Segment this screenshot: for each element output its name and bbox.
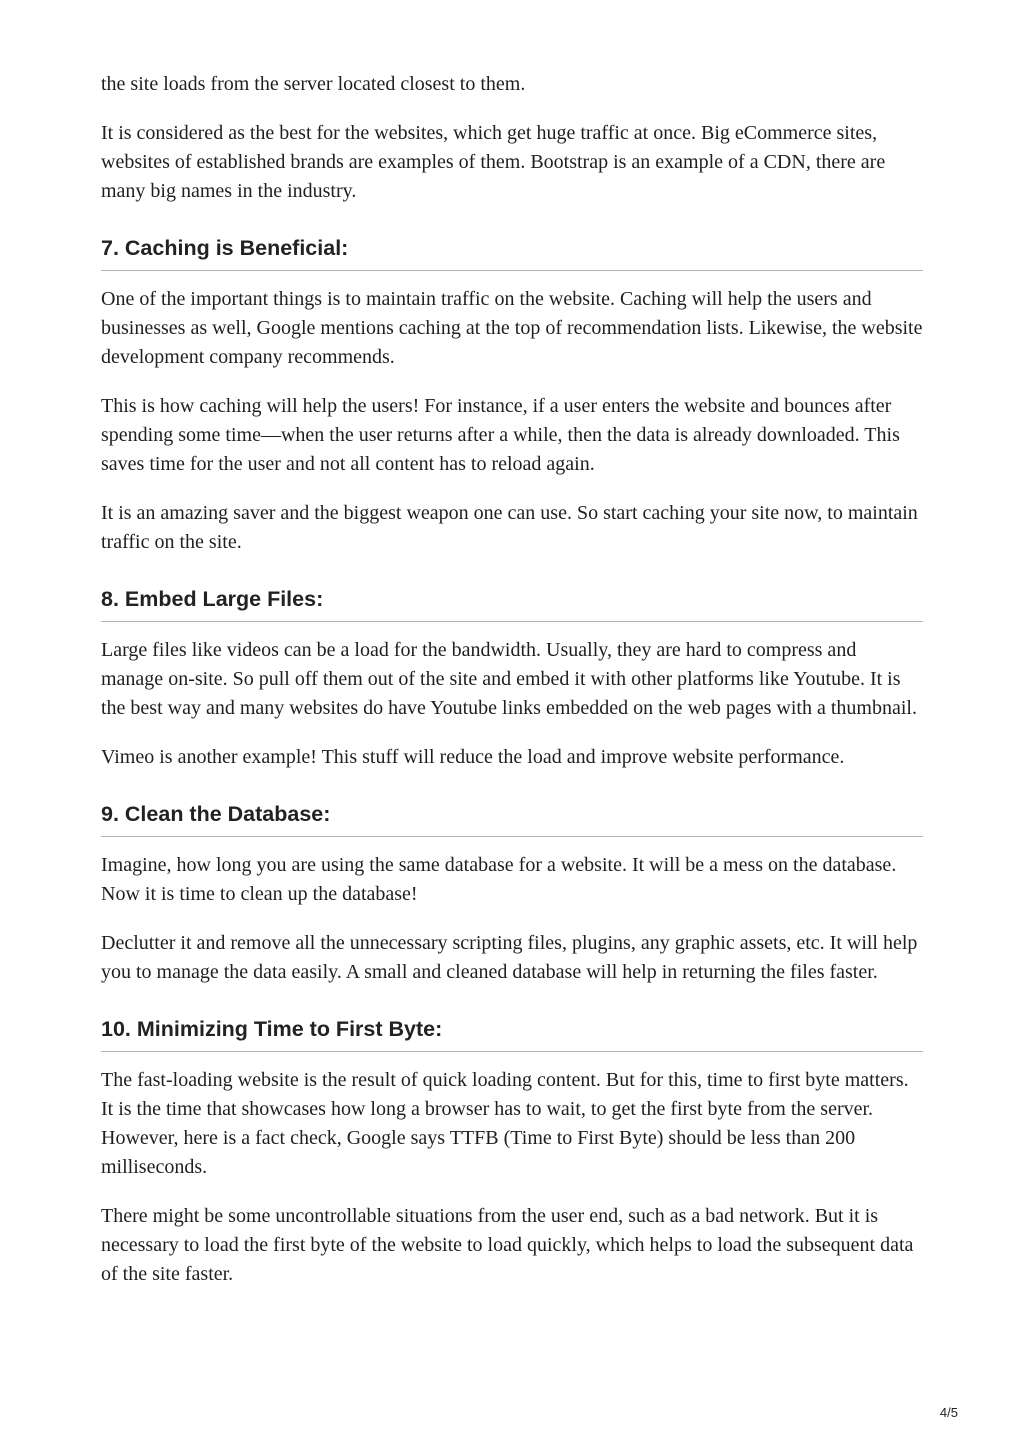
- paragraph: One of the important things is to maintain traffic on the website. Caching will help the users and businesses as well, Google mentions caching at the top of recommendation lists. Likewise, the website development company recommends.: [101, 288, 923, 368]
- section-clean-database: [101, 800, 923, 987]
- paragraph: the site loads from the server located closest to them.: [101, 73, 526, 95]
- section-heading: 9. Clean the Database:: [101, 800, 923, 837]
- paragraph: Imagine, how long you are using the same database for a website. It will be a mess on the database. Now it is time to clean up the database!: [101, 854, 897, 905]
- paragraph: There might be some uncontrollable situations from the user end, such as a bad network. But it is necessary to load the first byte of the website to load quickly, which helps to load the subsequent data of the site faster.: [101, 1205, 914, 1285]
- section-heading: 10. Minimizing Time to First Byte:: [101, 1015, 923, 1052]
- paragraph: Large files like videos can be a load for the bandwidth. Usually, they are hard to compress and manage on-site. So pull off them out of the site and embed it with other platforms like Youtube. It is the best way and many websites do have Youtube links embedded on the web pages with a thumbnail.: [101, 639, 917, 719]
- page-number: 4/5: [939, 1405, 958, 1420]
- section-heading: 8. Embed Large Files:: [101, 585, 923, 622]
- paragraph: Declutter it and remove all the unnecessary scripting files, plugins, any graphic assets, etc. It will help you to manage the data easily. A small and cleaned database will help in returning the files faster.: [101, 932, 918, 983]
- section-ttfb: [101, 1015, 923, 1289]
- paragraph: Vimeo is another example! This stuff will reduce the load and improve website performance.: [101, 746, 845, 768]
- document-page: [101, 70, 923, 1309]
- paragraph: It is an amazing saver and the biggest weapon one can use. So start caching your site now, to maintain traffic on the site.: [101, 502, 918, 553]
- paragraph: It is considered as the best for the websites, which get huge traffic at once. Big eCommerce sites, websites of established brands are examples of them. Bootstrap is an example of a CDN, there are many big names in the industry.: [101, 122, 886, 202]
- section-heading: 7. Caching is Beneficial:: [101, 234, 923, 271]
- section-embed-large-files: [101, 585, 923, 772]
- section-caching: [101, 234, 923, 557]
- paragraph: This is how caching will help the users! For instance, if a user enters the website and bounces after spending some time—when the user returns after a while, then the data is already downloaded. This saves time for the user and not all content has to reload again.: [101, 395, 900, 475]
- paragraph: The fast-loading website is the result of quick loading content. But for this, time to first byte matters. It is the time that showcases how long a browser has to wait, to get the first byte from the server. However, here is a fact check, Google says TTFB (Time to First Byte) should be less than 200 milliseconds.: [101, 1069, 909, 1178]
